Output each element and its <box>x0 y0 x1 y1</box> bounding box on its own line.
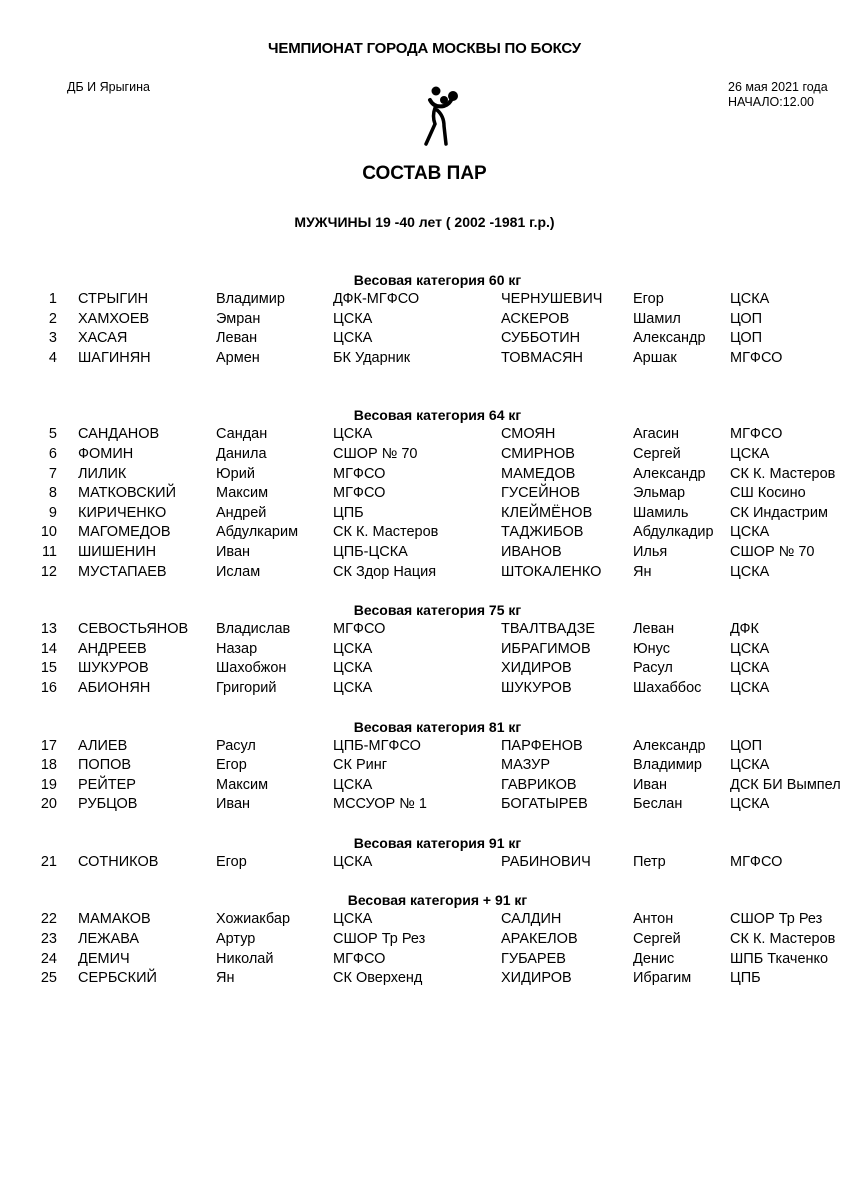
blue-name: Александр <box>633 330 706 347</box>
red-surname: ЛЕЖАВА <box>78 931 140 948</box>
red-name: Леван <box>216 330 258 347</box>
pair-number: 8 <box>48 485 57 502</box>
blue-surname: ТВАЛТВАДЗЕ <box>501 621 596 638</box>
red-surname: ДЕМИЧ <box>78 950 130 967</box>
blue-surname: ГУСЕЙНОВ <box>501 485 581 502</box>
red-name: Ян <box>216 970 235 987</box>
red-surname: МУСТАПАЕВ <box>78 563 167 580</box>
red-surname: РЕЙТЕР <box>78 776 136 793</box>
pair-number: 11 <box>41 543 57 560</box>
pair-row <box>0 620 849 640</box>
blue-name: Александр <box>633 465 706 482</box>
red-surname: ШУКУРОВ <box>78 660 149 677</box>
pair-row <box>0 504 849 524</box>
red-club: ЦСКА <box>333 310 373 327</box>
red-surname: СОТНИКОВ <box>78 853 159 870</box>
page-subtitle: СОСТАВ ПАР <box>362 163 487 184</box>
red-surname: МАГОМЕДОВ <box>78 524 171 541</box>
pair-row <box>0 290 849 310</box>
red-club: МГФСО <box>333 621 386 638</box>
pair-row <box>0 659 849 679</box>
pair-row <box>0 950 849 970</box>
pair-number: 9 <box>48 504 57 521</box>
red-name: Егор <box>216 757 247 774</box>
blue-surname: СМОЯН <box>501 426 556 443</box>
red-name: Максим <box>216 776 269 793</box>
blue-name: Леван <box>633 621 675 638</box>
blue-club: СШОР Тр Рез <box>730 911 823 928</box>
pair-row <box>0 543 849 563</box>
blue-surname: СМИРНОВ <box>501 445 575 462</box>
weight-category-heading: Весовая категория 60 кг <box>353 272 522 288</box>
pair-number: 3 <box>48 330 57 347</box>
blue-name: Абдулкадир <box>633 524 714 541</box>
blue-surname: ИВАНОВ <box>501 543 562 560</box>
weight-category-section <box>0 833 849 873</box>
pair-number: 15 <box>40 660 57 677</box>
red-club: ЦСКА <box>333 426 373 443</box>
blue-surname: ТОВМАСЯН <box>501 349 584 366</box>
weight-category-section <box>0 717 849 815</box>
red-club: ЦСКА <box>333 679 373 696</box>
red-name: Григорий <box>216 679 277 696</box>
red-surname: ХАМХОЕВ <box>78 310 150 327</box>
red-name: Эмран <box>216 310 261 327</box>
blue-surname: АРАКЕЛОВ <box>501 931 578 948</box>
blue-surname: БОГАТЫРЕВ <box>501 796 588 813</box>
blue-club: МГФСО <box>730 349 783 366</box>
blue-club: ЦСКА <box>730 563 770 580</box>
blue-club: СШ Косино <box>730 485 806 502</box>
pair-number: 25 <box>40 970 57 987</box>
weight-category-heading: Весовая категория 64 кг <box>353 407 522 424</box>
red-club: ЦСКА <box>333 776 373 793</box>
red-name: Владислав <box>216 621 291 638</box>
red-club: МГФСО <box>333 950 386 967</box>
blue-club: ЦСКА <box>730 524 770 541</box>
pair-number: 5 <box>48 426 57 443</box>
red-club: СШОР Тр Рез <box>333 931 426 948</box>
red-club: ЦСКА <box>333 640 373 657</box>
blue-name: Расул <box>633 660 673 677</box>
blue-surname: МАМЕДОВ <box>501 465 576 482</box>
blue-club: ЦСКА <box>730 291 770 307</box>
red-club: СК Оверхенд <box>333 970 423 987</box>
pair-number: 2 <box>48 310 57 327</box>
pair-number: 18 <box>40 757 57 774</box>
red-surname: АБИОНЯН <box>78 679 151 696</box>
red-surname: РУБЦОВ <box>78 796 138 813</box>
blue-surname: САЛДИН <box>501 911 562 928</box>
blue-club: ЦСКА <box>730 445 770 462</box>
pair-number: 12 <box>40 563 57 580</box>
red-name: Максим <box>216 485 269 502</box>
blue-surname: ГУБАРЕВ <box>501 950 566 967</box>
weight-category-heading: Весовая категория 81 кг <box>353 718 522 735</box>
pair-row <box>0 329 849 349</box>
blue-surname: ХИДИРОВ <box>501 970 572 987</box>
blue-club: МГФСО <box>730 853 783 870</box>
blue-name: Сергей <box>633 931 681 948</box>
pair-row <box>0 484 849 504</box>
pairs-list <box>0 270 849 989</box>
red-surname: СТРЫГИН <box>78 291 149 307</box>
blue-name: Иван <box>633 776 668 793</box>
red-club: ЦСКА <box>333 660 373 677</box>
blue-name: Денис <box>633 950 675 967</box>
red-name: Иван <box>216 543 251 560</box>
red-surname: АНДРЕЕВ <box>78 640 147 657</box>
blue-club: ШПБ Ткаченко <box>730 950 829 967</box>
pair-row <box>0 969 849 989</box>
blue-club: СК К. Мастеров <box>730 931 836 948</box>
red-club: ДФК-МГФСО <box>333 291 420 307</box>
weight-category-section <box>0 270 849 368</box>
blue-name: Аршак <box>633 349 677 366</box>
red-club: ЦПБ-ЦСКА <box>333 543 408 560</box>
red-club: СК К. Мастеров <box>333 524 439 541</box>
pair-number: 14 <box>40 640 57 657</box>
pair-row <box>0 640 849 660</box>
red-name: Назар <box>216 640 258 657</box>
blue-name: Антон <box>633 911 674 928</box>
red-name: Хожиакбар <box>216 911 291 928</box>
blue-club: ЦСКА <box>730 640 770 657</box>
blue-name: Ибрагим <box>633 970 692 987</box>
blue-surname: ШУКУРОВ <box>501 679 572 696</box>
weight-category-section <box>0 405 849 582</box>
blue-club: ЦСКА <box>730 757 770 774</box>
red-name: Николай <box>216 950 274 967</box>
red-club: СК Ринг <box>333 757 388 774</box>
red-club: МССУОР № 1 <box>333 796 427 813</box>
blue-surname: АСКЕРОВ <box>501 310 570 327</box>
pair-number: 10 <box>40 524 57 541</box>
red-club: ЦСКА <box>333 853 373 870</box>
pair-row <box>0 425 849 445</box>
red-name: Шахобжон <box>216 660 287 677</box>
red-club: ЦПБ-МГФСО <box>333 737 421 754</box>
blue-surname: МАЗУР <box>501 757 551 774</box>
pair-row <box>0 776 849 796</box>
pair-row <box>0 930 849 950</box>
blue-name: Юнус <box>633 640 670 657</box>
red-club: БК Ударник <box>333 349 411 366</box>
weight-category-section <box>0 890 849 988</box>
blue-club: ЦСКА <box>730 796 770 813</box>
red-name: Владимир <box>216 291 285 307</box>
red-surname: ХАСАЯ <box>78 330 128 347</box>
pair-row <box>0 737 849 757</box>
pair-row <box>0 679 849 699</box>
weight-category-heading: Весовая категория 75 кг <box>353 602 522 619</box>
blue-name: Агасин <box>633 426 680 443</box>
red-surname: МАТКОВСКИЙ <box>78 485 176 502</box>
pair-number: 1 <box>48 291 57 307</box>
red-surname: МАМАКОВ <box>78 911 151 928</box>
blue-surname: ЧЕРНУШЕВИЧ <box>501 291 603 307</box>
pair-number: 24 <box>40 950 57 967</box>
pair-number: 22 <box>40 911 57 928</box>
weight-category-heading: Весовая категория 91 кг <box>353 834 522 851</box>
red-club: МГФСО <box>333 465 386 482</box>
blue-name: Беслан <box>633 796 683 813</box>
blue-name: Шахаббос <box>633 679 702 696</box>
boxer-logo-icon <box>422 86 462 148</box>
blue-club: ЦОП <box>730 737 763 754</box>
red-name: Артур <box>216 931 256 948</box>
blue-club: ЦПБ <box>730 970 761 987</box>
weight-category-heading: Весовая категория + 91 кг <box>347 892 528 909</box>
blue-club: СК К. Мастеров <box>730 465 836 482</box>
pair-row <box>0 445 849 465</box>
pair-number: 19 <box>40 776 57 793</box>
red-club: ЦСКА <box>333 330 373 347</box>
red-club: СК Здор Нация <box>333 563 437 580</box>
blue-club: ЦОП <box>730 310 763 327</box>
red-surname: ШИШЕНИН <box>78 543 157 560</box>
blue-club: МГФСО <box>730 426 783 443</box>
blue-name: Владимир <box>633 757 702 774</box>
pair-row <box>0 563 849 583</box>
pair-row <box>0 795 849 815</box>
pair-row <box>0 756 849 776</box>
blue-club: СШОР № 70 <box>730 543 815 560</box>
blue-surname: ПАРФЕНОВ <box>501 737 583 754</box>
blue-surname: СУББОТИН <box>501 330 581 347</box>
red-surname: ШАГИНЯН <box>78 349 151 366</box>
pair-row <box>0 523 849 543</box>
blue-surname: ИБРАГИМОВ <box>501 640 591 657</box>
blue-club: ЦСКА <box>730 660 770 677</box>
age-group: МУЖЧИНЫ 19 -40 лет ( 2002 -1981 г.р.) <box>294 214 555 230</box>
red-surname: СЕРБСКИЙ <box>78 970 157 987</box>
blue-name: Илья <box>633 543 668 560</box>
red-name: Сандан <box>216 426 268 443</box>
blue-name: Ян <box>633 563 652 580</box>
pair-number: 16 <box>40 679 57 696</box>
red-surname: ЛИЛИК <box>78 465 127 482</box>
red-surname: ПОПОВ <box>78 757 132 774</box>
blue-surname: ШТОКАЛЕНКО <box>501 563 602 580</box>
blue-name: Егор <box>633 291 664 307</box>
blue-name: Шамил <box>633 310 681 327</box>
pair-number: 21 <box>40 853 57 870</box>
red-club: СШОР № 70 <box>333 445 418 462</box>
blue-club: ДФК <box>730 621 759 638</box>
pair-number: 13 <box>40 621 57 638</box>
blue-surname: ТАДЖИБОВ <box>501 524 584 541</box>
red-name: Ислам <box>216 563 261 580</box>
red-name: Данила <box>216 445 267 462</box>
pair-number: 23 <box>40 931 57 948</box>
red-name: Абдулкарим <box>216 524 299 541</box>
red-name: Егор <box>216 853 247 870</box>
pair-number: 7 <box>48 465 57 482</box>
pair-number: 6 <box>48 445 57 462</box>
red-surname: КИРИЧЕНКО <box>78 504 167 521</box>
blue-club: ЦСКА <box>730 679 770 696</box>
red-club: МГФСО <box>333 485 386 502</box>
pair-number: 17 <box>40 737 57 754</box>
date-block <box>728 80 828 110</box>
blue-club: ДСК БИ Вымпел <box>730 776 841 793</box>
venue: ДБ И Ярыгина <box>67 80 150 94</box>
red-name: Армен <box>216 349 260 366</box>
red-surname: АЛИЕВ <box>78 737 128 754</box>
pair-row <box>0 853 849 873</box>
blue-surname: ХИДИРОВ <box>501 660 572 677</box>
blue-surname: РАБИНОВИЧ <box>501 853 591 870</box>
pair-row <box>0 465 849 485</box>
blue-name: Александр <box>633 737 706 754</box>
red-name: Расул <box>216 737 256 754</box>
red-surname: СЕВОСТЬЯНОВ <box>78 621 189 638</box>
blue-name: Эльмар <box>633 485 686 502</box>
red-name: Юрий <box>216 465 255 482</box>
pair-number: 4 <box>48 349 57 366</box>
red-club: ЦСКА <box>333 911 373 928</box>
document-title: ЧЕМПИОНАТ ГОРОДА МОСКВЫ ПО БОКСУ <box>268 40 581 57</box>
red-name: Иван <box>216 796 251 813</box>
pair-row <box>0 910 849 930</box>
blue-name: Петр <box>633 853 666 870</box>
start-time: НАЧАЛО:12.00 <box>728 95 815 109</box>
blue-club: ЦОП <box>730 330 763 347</box>
blue-name: Шамиль <box>633 504 689 521</box>
blue-club: СК Индастрим <box>730 504 828 521</box>
pair-row <box>0 349 849 369</box>
red-surname: ФОМИН <box>78 445 134 462</box>
red-name: Андрей <box>216 504 267 521</box>
blue-name: Сергей <box>633 445 681 462</box>
red-surname: САНДАНОВ <box>78 426 160 443</box>
weight-category-section <box>0 600 849 698</box>
blue-surname: КЛЕЙМЁНОВ <box>501 504 593 521</box>
event-date: 26 мая 2021 года <box>728 80 828 94</box>
red-club: ЦПБ <box>333 504 364 521</box>
blue-surname: ГАВРИКОВ <box>501 776 577 793</box>
pair-number: 20 <box>40 796 57 813</box>
pair-row <box>0 310 849 330</box>
